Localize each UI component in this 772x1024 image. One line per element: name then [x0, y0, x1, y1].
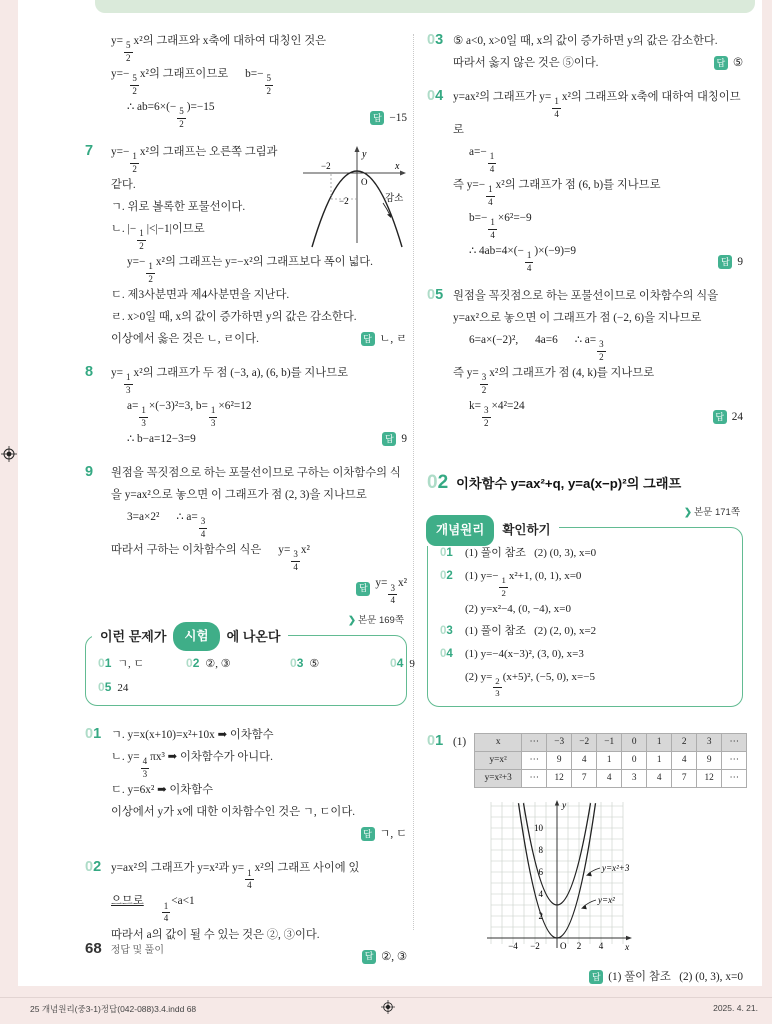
graph-xtick: −2: [530, 941, 540, 952]
section-title: 이차함수 y=ax²+q, y=a(x−p)²의 그래프: [456, 476, 682, 492]
concept-answer-line: (2) y=x²−4, (0, −4), x=0: [465, 602, 572, 615]
page-footer-title: 정답 및 풀이: [110, 945, 164, 956]
answer-badge-icon: 답: [361, 332, 375, 346]
solution-line: 이상에서 옳은 것은 ㄴ, ㄹ이다.: [111, 333, 259, 346]
curve2-label: y=x²: [598, 895, 615, 906]
exam-answer-item: 04 9: [390, 656, 415, 671]
figure-origin-label: O: [361, 177, 368, 188]
parabola-figure: [295, 143, 407, 249]
answer-badge-icon: 답: [362, 950, 376, 964]
answer-value: (1) 풀이 참조 (2) (0, 3), x=0: [608, 971, 743, 984]
problem-03: [427, 30, 743, 74]
solution-line: 원점을 꼭짓점으로 하는 포물선이므로 이차함수의 식을 y=ax²으로 놓으면 이 그래프가 점 (−2, 6)을 지나므로: [453, 290, 719, 325]
column-divider: [413, 34, 414, 930]
answer-badge-icon: 답: [356, 582, 370, 596]
figure-y-label: y: [362, 149, 367, 161]
graph-xtick: 2: [576, 941, 582, 952]
problem-number: 9: [85, 464, 94, 481]
exam-answers-row: [98, 676, 394, 699]
chapter-top-band: [95, 0, 755, 13]
page-number: 68: [85, 940, 102, 957]
right-column: [427, 30, 743, 1000]
table-row: x ⋯ −3 −2 −1 0 1 2 3 ⋯: [475, 734, 747, 752]
graph-xtick: 4: [598, 941, 604, 952]
answer-value: 9: [401, 433, 407, 446]
problem-number: 05: [427, 287, 444, 304]
figure-ytick-label: −2: [339, 196, 349, 207]
chevron-right-icon: ❯: [348, 615, 356, 627]
solution-line: ∴ b−a=12−3=9: [127, 433, 196, 446]
table-row: y=x²+3 ⋯ 12 7 4 3 4 7 12 ⋯: [475, 770, 747, 788]
textbook-page-ref: ❯ 본문 169쪽: [348, 615, 404, 627]
solution-line: 따라서 옳지 않은 것은 ⑤이다.: [453, 57, 599, 70]
exam-answer-item: 01 ㄱ, ㄷ: [98, 656, 145, 671]
solution-line: ⑤ a<0, x>0일 때, x의 값이 증가하면 y의 값은 감소한다.: [453, 35, 718, 47]
print-date: 2025. 4. 21.: [713, 1003, 758, 1013]
solution-line: y= $\frac{5}{2}$ x²의 그래프와 x축에 대하여 대칭인 것은: [111, 35, 327, 63]
graph-ytick: 10: [534, 823, 543, 834]
figure-decrease-label: 감소: [385, 194, 404, 205]
answer-value: 9: [737, 256, 743, 269]
solution-line: y=ax²의 그래프가 y= $\frac{1}{4}$ x²의 그래프와 x축에 대하여 대칭이므로: [453, 91, 741, 137]
answer-value: −15: [389, 112, 407, 125]
solution-line: ㄴ. y= $\frac{4}{3}$ πx³ ➡ 이차함수가 아니다.: [111, 751, 273, 779]
solution-line: y= $\frac{1}{3}$ x²의 그래프가 두 점 (−3, a), (6, b)를 지나므로: [111, 367, 348, 395]
figure-x-label: x: [395, 161, 400, 173]
exam-box-title: [92, 622, 288, 650]
answer-value: ㄱ, ㄷ: [379, 828, 407, 841]
graph-ytick: 4: [538, 889, 543, 900]
problem-7: [85, 141, 407, 350]
concept-box-title: [426, 515, 559, 545]
solution-line: y=− $\frac{5}{2}$ x²의 그래프이므로 b=− $\frac{5}{2}$: [111, 68, 272, 96]
solution-line: a= $\frac{1}{3}$ ×(−3)²=3, b= $\frac{1}{3}$ ×6²=12: [127, 400, 252, 428]
answer-line: [111, 572, 407, 605]
chevron-right-icon: ❯: [684, 507, 692, 519]
answer-badge-icon: 답: [718, 255, 732, 269]
exam-answers-box: [85, 615, 415, 706]
registration-mark-icon: [1, 446, 17, 462]
exam-answers-row: [98, 652, 415, 675]
parabola-graph: [467, 798, 655, 956]
solution-line: 따라서 구하는 이차함수의 식은 y= $\frac{3}{4}$ x²: [111, 544, 310, 572]
answer-badge-icon: 답: [714, 56, 728, 70]
solution-line: ㄱ. 위로 볼록한 포물선이다.: [111, 201, 246, 214]
graph-y-label: y: [562, 801, 567, 812]
graph-ytick: 6: [538, 867, 543, 878]
answer-value: ②, ③: [381, 950, 407, 963]
answer-line: [713, 406, 743, 428]
registration-mark-icon: [381, 1000, 395, 1014]
solution-line: y=ax²의 그래프가 y=x²과 y= $\frac{1}{4}$ x²의 그래프 사이에 있: [111, 862, 360, 890]
solution-line: 원점을 꼭짓점으로 하는 포물선이므로 구하는 이차함수의 식을 y=ax²으로 놓으면 이 그래프가 점 (2, 3)을 지나므로: [111, 467, 401, 502]
problem-number: 7: [85, 143, 94, 160]
exam-answer-item: 02 ②, ③: [186, 656, 231, 671]
solution-line: 이상에서 y가 x에 대한 이차함수인 것은 ㄱ, ㄷ이다.: [111, 806, 356, 819]
answer-badge-icon: 답: [713, 410, 727, 424]
left-column: [85, 30, 415, 980]
solution-line: k= $\frac{3}{2}$ ×4²=24: [469, 400, 525, 428]
answer-line: [361, 328, 407, 350]
exam-title-part2: 에 나온다: [226, 628, 281, 644]
answer-value: 24: [731, 411, 743, 424]
graph-x-label: x: [625, 943, 630, 954]
answer-line: [714, 52, 743, 74]
concept-subtitle: 확인하기: [502, 523, 551, 538]
concept-answer-line: 01 (1) 풀이 참조 (2) (0, 3), x=0: [440, 547, 597, 560]
solution-line: 즉 y= $\frac{3}{2}$ x²의 그래프가 점 (4, k)를 지나므로: [453, 367, 655, 395]
problem-number: 04: [427, 88, 444, 105]
solution-line: ㄴ. |− $\frac{1}{2}$ |<|−1|이므로: [111, 223, 205, 251]
solution-line: 따라서 a의 값이 될 수 있는 것은 ②, ③이다.: [111, 928, 320, 941]
solution-line: 즉 y=− $\frac{1}{4}$ x²의 그래프가 점 (6, b)를 지나므로: [453, 179, 661, 207]
answer-badge-icon: 답: [382, 432, 396, 446]
concept-tag: 개념원리: [426, 515, 494, 545]
concept-answer-line: 03 (1) 풀이 참조 (2) (2, 0), x=2: [440, 624, 597, 637]
solution-line: ㄷ. y=6x² ➡ 이차함수: [111, 784, 214, 797]
footer-separator: [0, 997, 772, 998]
answer-line: [718, 251, 743, 273]
concept-answer-line: 04 (1) y=−4(x−3)², (3, 0), x=3: [440, 647, 584, 660]
graph-xtick: −4: [508, 941, 518, 952]
solution-line: ㄷ. 제3사분면과 제4사분면을 지난다.: [111, 289, 290, 302]
concept-answer-line: (2) y= $\frac{2}{3}$ (x+5)², (−5, 0), x=−5: [465, 670, 595, 698]
graph-ytick: 8: [538, 845, 543, 856]
problem-05: [427, 285, 743, 428]
table-row: y=x² ⋯ 9 4 1 0 1 4 9 ⋯: [475, 752, 747, 770]
problem-6-continuation: [85, 30, 407, 129]
exam-title-part1: 이런 문제가: [100, 628, 167, 644]
answer-line: [111, 823, 407, 845]
problem-number: 8: [85, 364, 94, 381]
solution-line: 6=a×(−2)², 4a=6 ∴ a= $\frac{3}{2}$: [469, 334, 604, 362]
solution-line: y=− $\frac{1}{2}$ x²의 그래프는 y=−x²의 그래프보다 폭이 넓다.: [127, 256, 374, 284]
exam-answer-item: 03 ⑤: [290, 656, 320, 671]
concept-answer-line: 02 (1) y=− $\frac{1}{2}$ x²+1, (0, 1), x=0: [440, 570, 582, 598]
solution-line: 3=a×2² ∴ a= $\frac{3}{4}$: [127, 511, 206, 539]
problem-04: [427, 86, 743, 273]
section-header: [427, 464, 743, 501]
textbook-page-ref: ❯ 본문 171쪽: [684, 507, 740, 519]
print-filename: 25 개념원리(중3-1)정답(042-088)3.4.indd 68: [30, 1004, 197, 1014]
answer-badge-icon: 답: [370, 111, 384, 125]
problem-01: [85, 724, 407, 845]
answer-value: ⑤: [732, 57, 743, 70]
solution-line: a=− $\frac{1}{4}$: [469, 146, 495, 174]
problem-number-blank: [85, 30, 111, 129]
solution-line: ㄱ. y=x(x+10)=x²+10x ➡ 이차함수: [111, 729, 274, 742]
subpart-label: (1): [453, 736, 467, 749]
concept-check-box: [427, 507, 743, 707]
solution-line: b=− $\frac{1}{4}$ ×6²=−9: [469, 212, 532, 240]
answer-value: ㄴ, ㄹ: [379, 333, 407, 346]
solution-line: 으므로 $\frac{1}{4}$ <a<1: [111, 895, 195, 924]
problem-number: 01: [427, 733, 444, 750]
answer-badge-icon: 답: [361, 827, 375, 841]
answer-value: y= $\frac{3}{4}$ x²: [375, 577, 407, 605]
solution-line: ∴ ab=6×(− $\frac{5}{2}$ )=−15: [127, 101, 215, 129]
graph-origin-label: O: [560, 941, 567, 952]
exam-answer-item: 05 24: [98, 679, 129, 694]
exam-title-pill: 시험: [173, 622, 219, 650]
graph-ytick: 2: [538, 911, 543, 922]
figure-xtick-label: −2: [321, 161, 331, 172]
answer-line: [453, 966, 743, 988]
answer-line: [382, 428, 407, 450]
problem-number: 02: [85, 859, 102, 876]
answer-line: [370, 107, 407, 129]
section-number: 02: [427, 472, 449, 494]
solution-line: ㄹ. x>0일 때, x의 값이 증가하면 y의 값은 감소한다.: [111, 311, 357, 324]
answer-badge-icon: 답: [589, 970, 603, 984]
problem-9: [85, 462, 407, 605]
problem-number: 01: [85, 726, 102, 743]
problem-8: [85, 362, 407, 450]
value-table: [474, 733, 747, 788]
solution-line: y=− $\frac{1}{2}$ x²의 그래프는 오른쪽 그림과 같다.: [111, 146, 278, 192]
problem-01-right: [427, 731, 743, 988]
page-number-footer: [85, 940, 164, 957]
problem-number: 03: [427, 32, 444, 48]
solution-line: ∴ 4ab=4×(− $\frac{1}{4}$ )×(−9)=9: [469, 245, 577, 273]
curve1-label: y=x²+3: [602, 863, 630, 874]
